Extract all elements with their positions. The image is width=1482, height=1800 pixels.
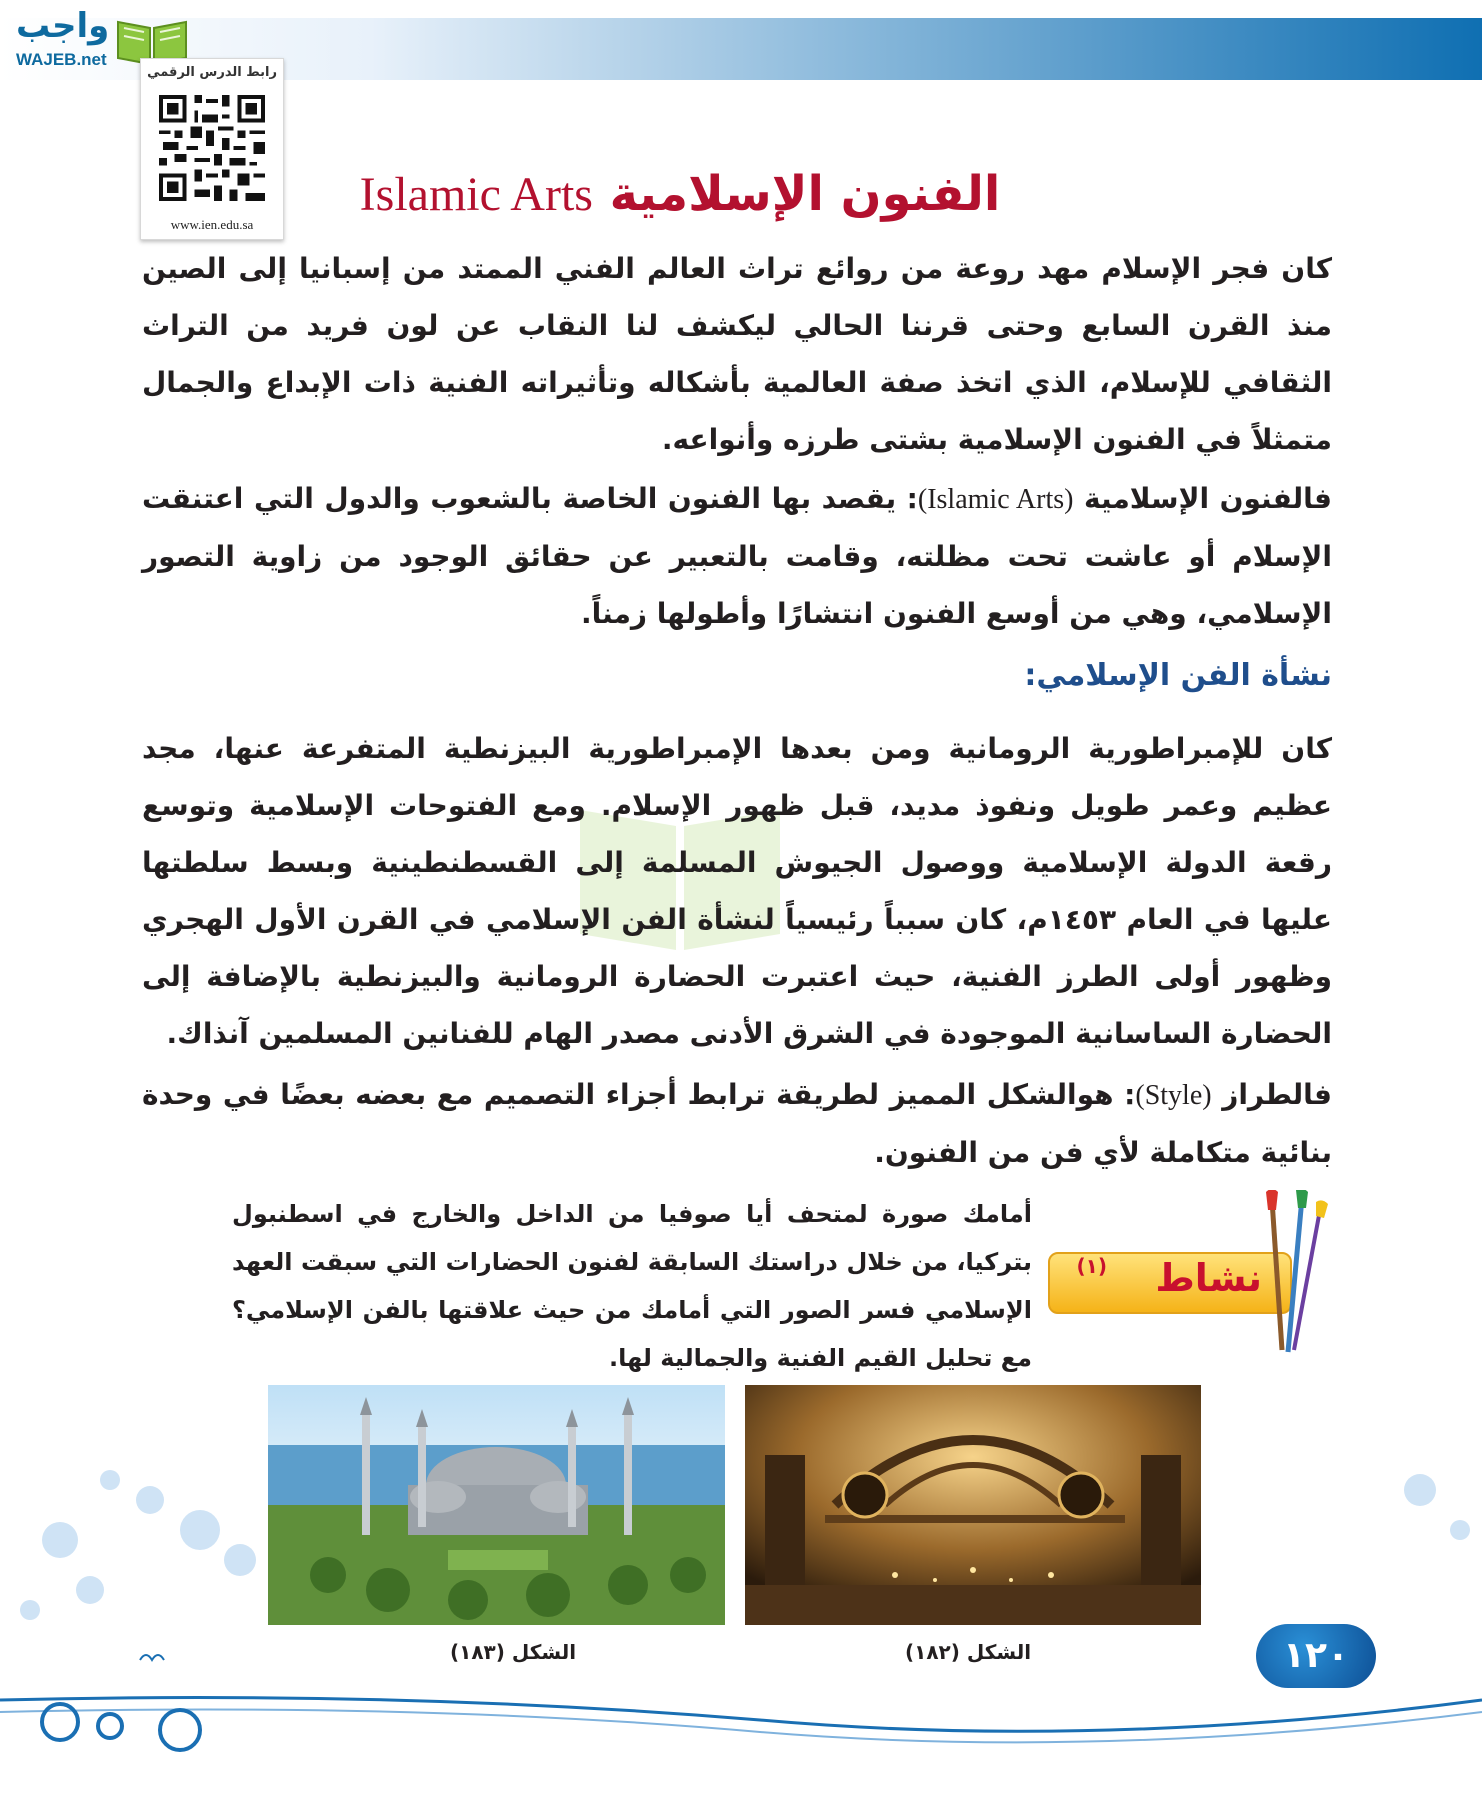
definition-lead: فالفنون الإسلامية bbox=[1084, 482, 1333, 515]
logo-arabic-text: واجب bbox=[16, 6, 110, 46]
qr-label: رابط الدرس الرقمي bbox=[147, 65, 277, 80]
activity-label: نشاط bbox=[1155, 1256, 1262, 1300]
activity-text-block bbox=[232, 1190, 1032, 1382]
activity-number: (١) bbox=[1076, 1254, 1107, 1278]
definition-paragraph bbox=[142, 470, 1332, 642]
qr-code-icon bbox=[155, 91, 269, 205]
style-definition-paragraph bbox=[142, 1066, 1332, 1181]
style-lead: فالطراز bbox=[1222, 1078, 1332, 1111]
section-heading: نشأة الفن الإسلامي: bbox=[1024, 658, 1332, 693]
activity-text: أمامك صورة لمتحف أيا صوفيا من الداخل والخارج في اسطنبول بتركيا، من خلال دراستك السابقة لفنون الحضارات التي سبقت العهد الإسلامي فسر الصور التي أمامك من حيث علاقتها بالفن الإسلامي؟ مع تحليل القيم الفنية والجمالية لها. bbox=[232, 1200, 1032, 1372]
qr-code-panel[interactable] bbox=[140, 58, 284, 240]
figure-182-caption: الشكل (١٨٢) bbox=[905, 1640, 1032, 1664]
intro-paragraph bbox=[142, 240, 1332, 468]
page-title bbox=[300, 168, 1060, 222]
intro-text: كان فجر الإسلام مهد روعة من روائع تراث العالم الفني الممتد من إسبانيا إلى الصين منذ القرن السابع وحتى قرننا الحالي ليكشف لنا النقاب عن لون فريد من التراث الثقافي للإسلام، الذي اتخذ صفة العالمية بأشكاله وتأثيراته الفنية ذات الإبداع والجمال متمثلاً في الفنون الإسلامية بشتى طرزه وأنواعه. bbox=[142, 252, 1332, 456]
decorative-swirls bbox=[0, 1460, 1482, 1800]
style-body: : هوالشكل المميز لطريقة ترابط أجزاء التصميم مع بعضه بعضًا في وحدة بنائية متكاملة لأي فن من الفنون. bbox=[142, 1078, 1332, 1169]
activity-badge bbox=[1042, 1190, 1332, 1360]
origin-text: كان للإمبراطورية الرومانية ومن بعدها الإمبراطورية البيزنطية المتفرعة عنها، مجد عظيم وعمر طويل ونفوذ مديد، قبل ظهور الإسلام. ومع الفتوحات الإسلامية وتوسع رقعة الدولة الإسلامية ووصول الجيوش المسلمة إلى القسطنطينية وبسط سلطتها عليها في العام ١٤٥٣م، كان سبباً رئيسياً لنشأة الفن الإسلامي في القرن الأول الهجري وظهور أولى الطرز الفنية، حيث اعتبرت الحضارة الرومانية والبيزنطية بالإضافة إلى الحضارة الساسانية الموجودة في الشرق الأدنى مصدر الهام للفنانين المسلمين آنذاك. bbox=[142, 732, 1332, 1050]
definition-body: : يقصد بها الفنون الخاصة بالشعوب والدول التي اعتنقت الإسلام أو عاشت تحت مظلته، وقامت بالتعبير عن حقائق الوجود من زاوية التصور الإسلامي، وهي من أوسع الفنون انتشارًا وأطولها زمناً. bbox=[142, 482, 1332, 630]
page-title-english: Islamic Arts bbox=[359, 168, 593, 221]
page-title-arabic: الفنون الإسلامية bbox=[609, 166, 1001, 222]
definition-text bbox=[142, 470, 1332, 642]
logo-latin-text: WAJEB.net bbox=[16, 50, 107, 69]
activity-box bbox=[142, 1190, 1332, 1372]
figure-183-caption: الشكل (١٨٣) bbox=[450, 1640, 577, 1664]
qr-url: www.ien.edu.sa bbox=[170, 217, 254, 232]
style-term-english: (Style) bbox=[1135, 1080, 1212, 1111]
origin-paragraph bbox=[142, 720, 1332, 1062]
definition-term-english: (Islamic Arts) bbox=[917, 484, 1074, 515]
page-number: ١٢٠ bbox=[1256, 1624, 1376, 1688]
style-definition-text bbox=[142, 1066, 1332, 1181]
paintbrush-icon bbox=[1242, 1190, 1332, 1360]
